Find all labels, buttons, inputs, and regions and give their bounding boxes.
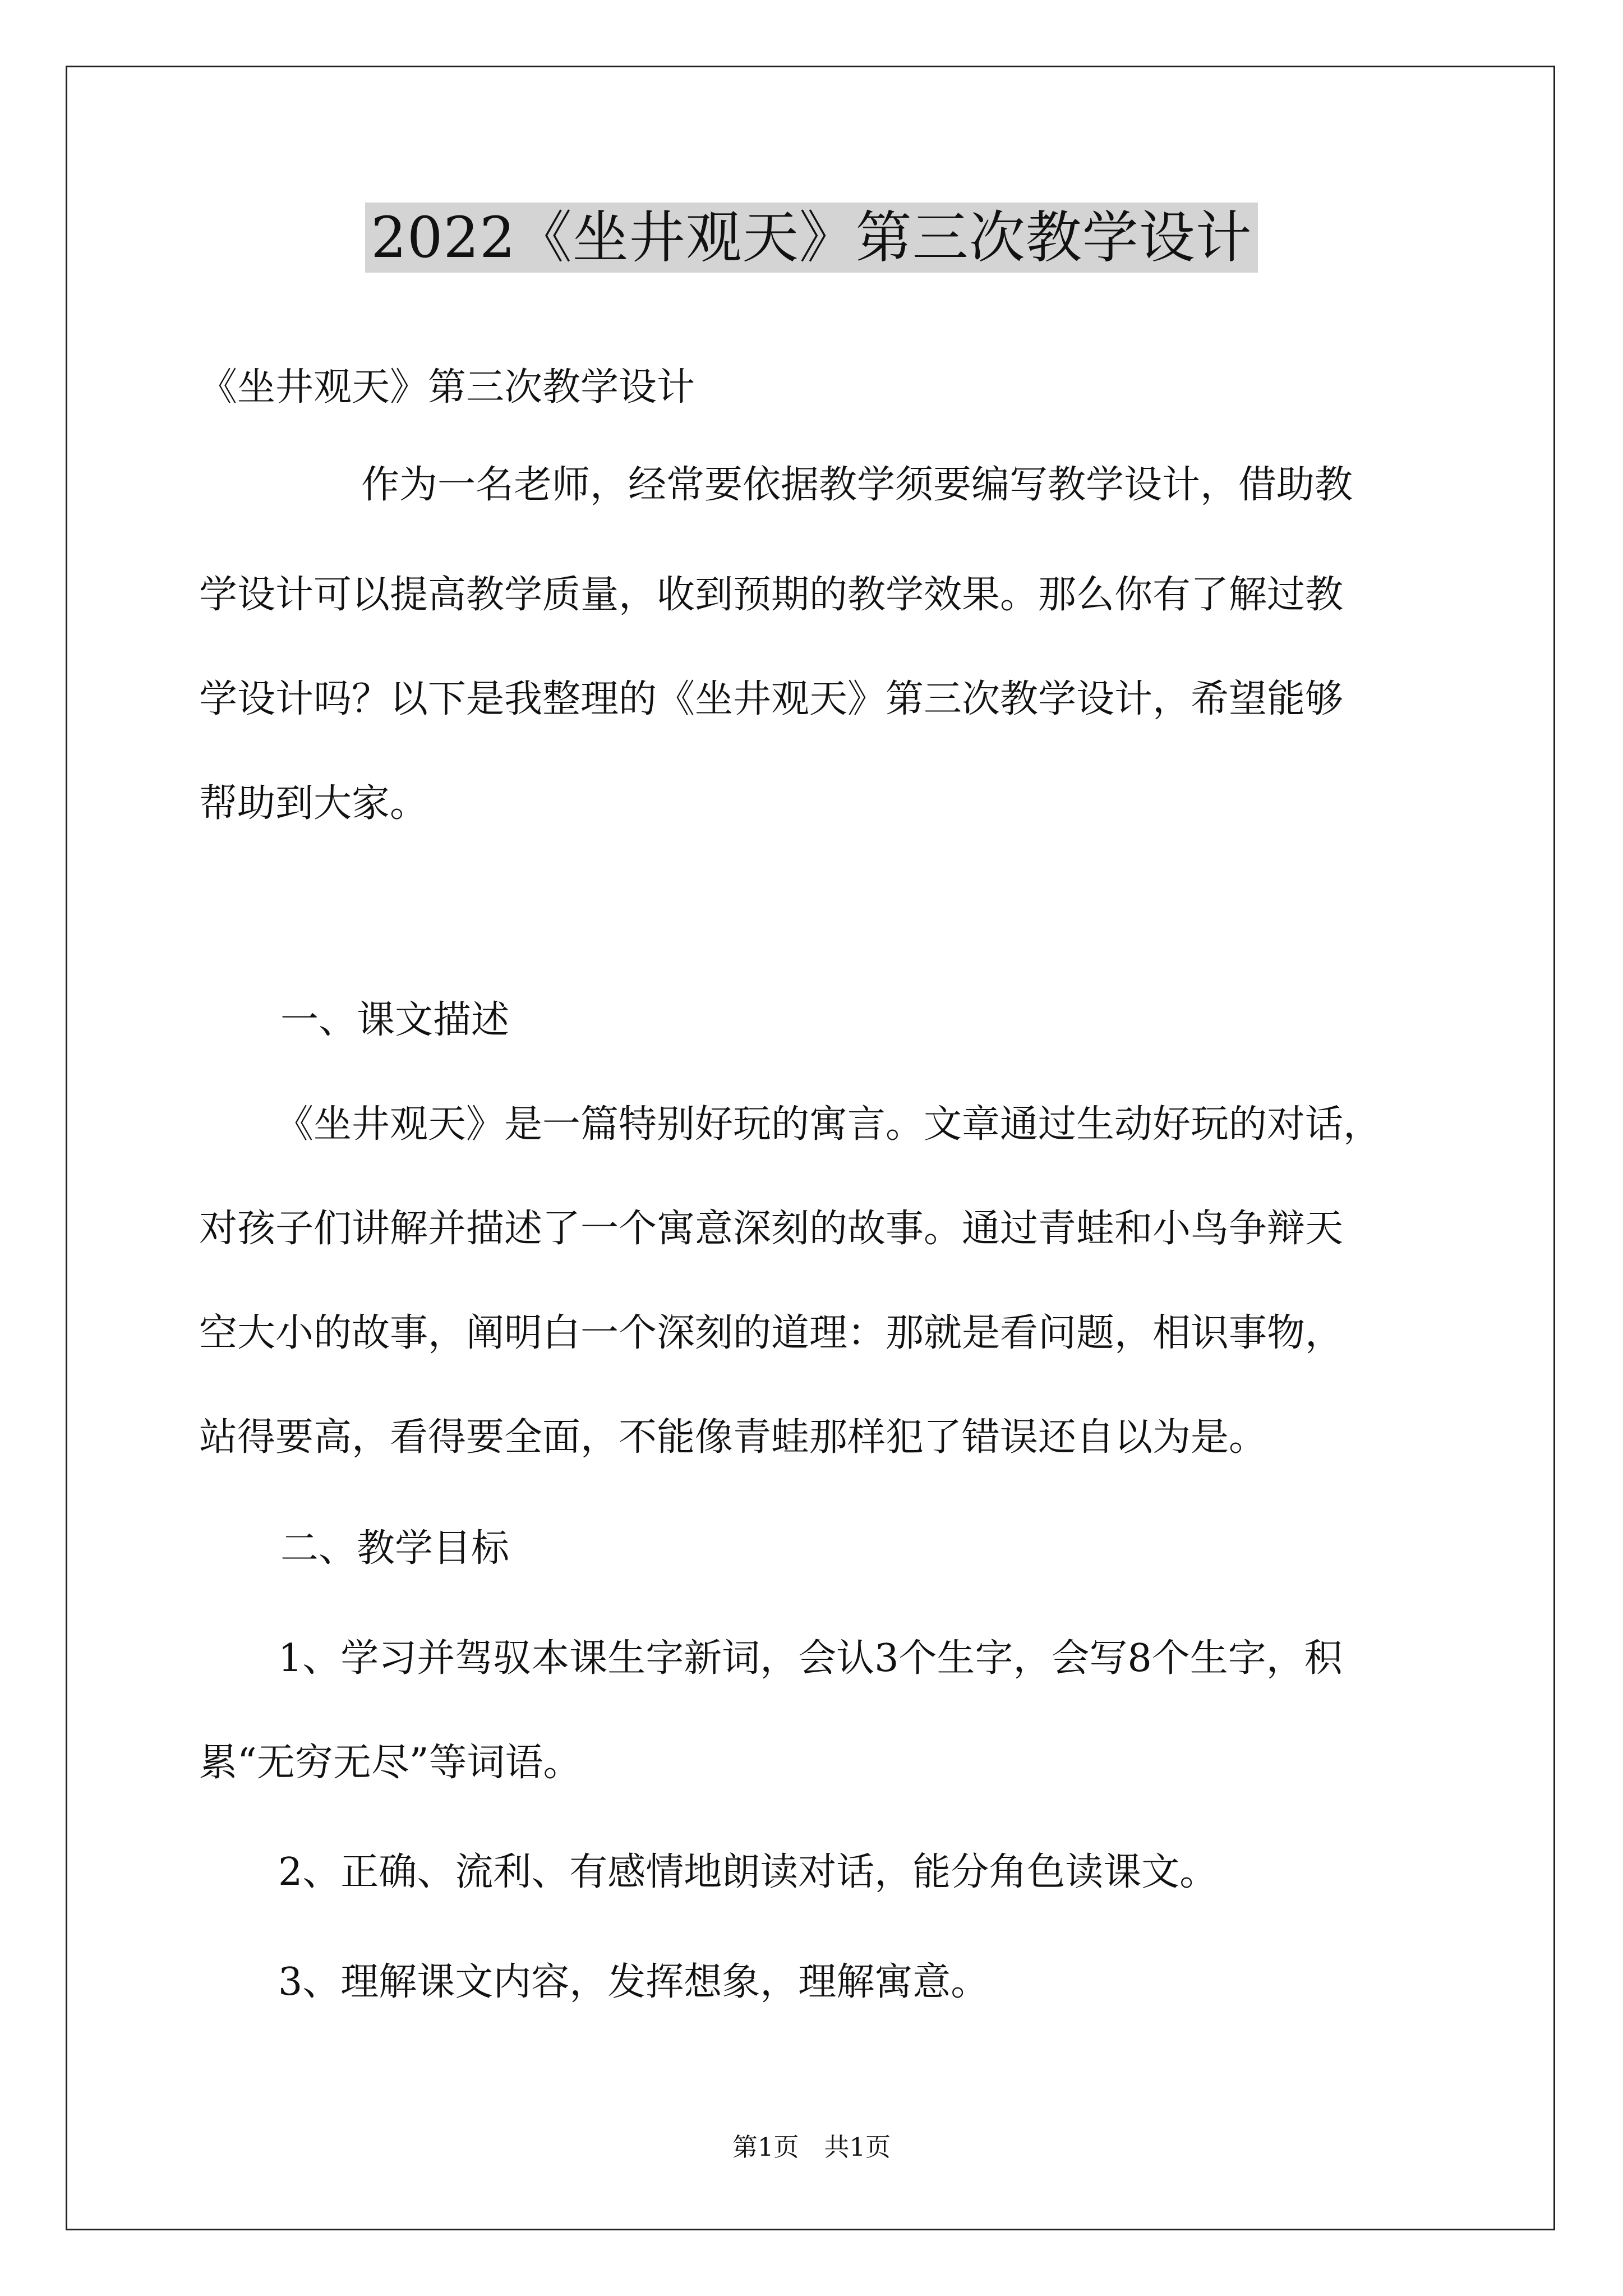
section-1-line-3: 空大小的故事，阐明白一个深刻的道理：那就是看问题，相识事物，	[199, 1311, 1344, 1355]
document-subtitle: 《坐井观天》第三次教学设计	[199, 365, 695, 409]
section-1-line-1: 《坐井观天》是一篇特别好玩的寓言。文章通过生动好玩的对话，	[275, 1102, 1382, 1147]
page-footer: 第1页 共1页	[732, 2132, 891, 2162]
document-title-text: 2022《坐井观天》第三次教学设计	[365, 203, 1258, 273]
intro-line-3: 学设计吗？以下是我整理的《坐井观天》第三次教学设计，希望能够	[199, 677, 1344, 721]
goal-2: 2、正确、流利、有感情地朗读对话，能分角色读课文。	[278, 1850, 1218, 1894]
goal-3: 3、理解课文内容，发挥想象，理解寓意。	[278, 1960, 989, 2004]
section-1-line-4: 站得要高，看得要全面，不能像青蛙那样犯了错误还自以为是。	[199, 1415, 1267, 1460]
section-1-heading: 一、课文描述	[280, 998, 510, 1042]
intro-line-2: 学设计可以提高教学质量，收到预期的教学效果。那么你有了解过教	[199, 573, 1344, 617]
intro-line-4: 帮助到大家。	[199, 781, 428, 826]
section-1-line-2: 对孩子们讲解并描述了一个寓意深刻的故事。通过青蛙和小鸟争辩天	[199, 1207, 1344, 1251]
section-2-heading: 二、教学目标	[280, 1526, 510, 1571]
document-title	[0, 200, 1623, 275]
goal-1-line-2: 累“无穷无尽”等词语。	[199, 1741, 582, 1785]
intro-line-1: 作为一名老师，经常要依据教学须要编写教学设计，借助教	[361, 463, 1353, 507]
goal-1-line-1: 1、学习并驾驭本课生字新词，会认3个生字，会写8个生字，积	[278, 1636, 1343, 1681]
